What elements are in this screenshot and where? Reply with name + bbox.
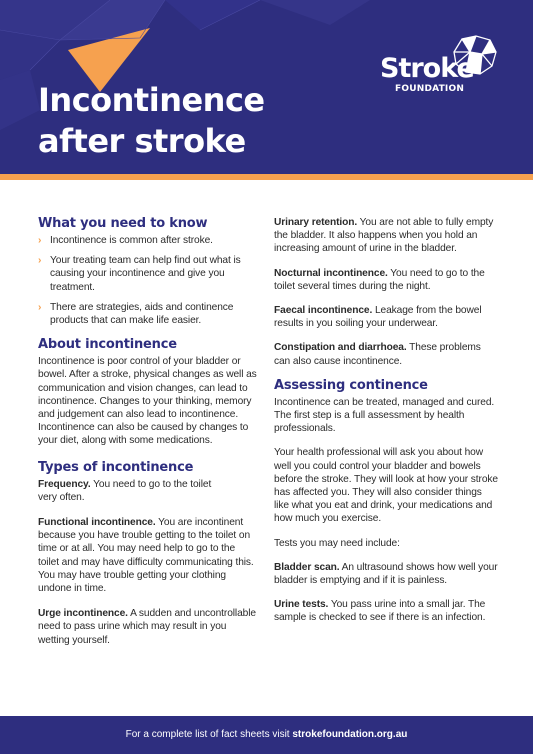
footer-link[interactable]: strokefoundation.org.au (292, 729, 408, 740)
type-entry-frequency: Frequency. You need to go to the toilet very often. (38, 478, 212, 503)
page-title (38, 80, 265, 162)
footer-text: For a complete list of fact sheets visit (125, 729, 293, 740)
chevron-right-icon: › (38, 255, 42, 267)
right-column (274, 216, 499, 625)
stroke-foundation-logo (380, 34, 500, 98)
type-entry-functional: Functional incontinence. You are incontinent because you have trouble getting to the toilet on time or at all. You may need help to go to the toilet and may have difficulty communicating this. You may have trouble getting your clothing undone in time. (38, 517, 254, 595)
title-line-1: Incontinence (38, 81, 265, 119)
types-heading: Types of incontinence (38, 459, 194, 475)
type-entry-constipation: Constipation and diarrhoea. These problems can also cause incontinence. (274, 342, 481, 367)
assessing-para-1: Incontinence can be treated, managed and cured. The first step is a full assessment by health professionals. (274, 396, 495, 435)
assessing-para-2: Your health professional will ask you about how well you could control your bladder and bowels before the stroke. They will look at how your stroke has affected you. They will also consider things like what you eat and drink, your medications and how much you exercise. (274, 447, 498, 525)
key-points-list (38, 234, 258, 327)
key-point: › Incontinence is common after stroke. (38, 235, 213, 246)
test-entry-urine-tests: Urine tests. You pass urine into a small jar. The sample is checked to see if there is an infection. (274, 599, 486, 624)
page-footer (0, 716, 533, 754)
tests-intro: Tests you may need include: (274, 537, 400, 549)
title-line-2: after stroke (38, 122, 246, 160)
about-body: Incontinence is poor control of your bladder or bowel. After a stroke, physical changes as well as communication and vision changes, can lead to incontinence. Changes to your thinking, memory and judgement can also lead to incontinence. Incontinence can also be caused by changes to your diet, along with some medications. (38, 356, 257, 447)
logo-wordmark: Stroke (380, 53, 474, 84)
type-entry-urge: Urge incontinence. A sudden and uncontrollable need to pass urine which may result in you wetting yourself. (38, 608, 256, 646)
logo-subtitle: FOUNDATION (395, 84, 465, 94)
type-entry-retention: Urinary retention. You are not able to fully empty the bladder. It also happens when you hold an increasing amount of urine in the bladder. (274, 217, 494, 255)
type-entry-nocturnal: Nocturnal incontinence. You need to go to the toilet several times during the night. (274, 267, 485, 292)
assessing-heading: Assessing continence (274, 377, 428, 393)
chevron-right-icon: › (38, 235, 42, 246)
about-heading: About incontinence (38, 337, 177, 353)
chevron-right-icon: › (38, 301, 42, 313)
key-point: › Your treating team can help find out what is causing your incontinence and give you treatment. (38, 255, 241, 293)
left-column (38, 216, 258, 647)
key-point: › There are strategies, aids and continence products that can make life easier. (38, 301, 234, 327)
what-you-need-heading: What you need to know (38, 216, 208, 231)
page-header (0, 0, 533, 174)
header-accent-band (0, 174, 533, 180)
test-entry-bladder-scan: Bladder scan. An ultrasound shows how well your bladder is emptying and if it is painless. (274, 561, 498, 587)
type-entry-faecal: Faecal incontinence. Leakage from the bowel results in you soiling your underwear. (274, 305, 482, 330)
